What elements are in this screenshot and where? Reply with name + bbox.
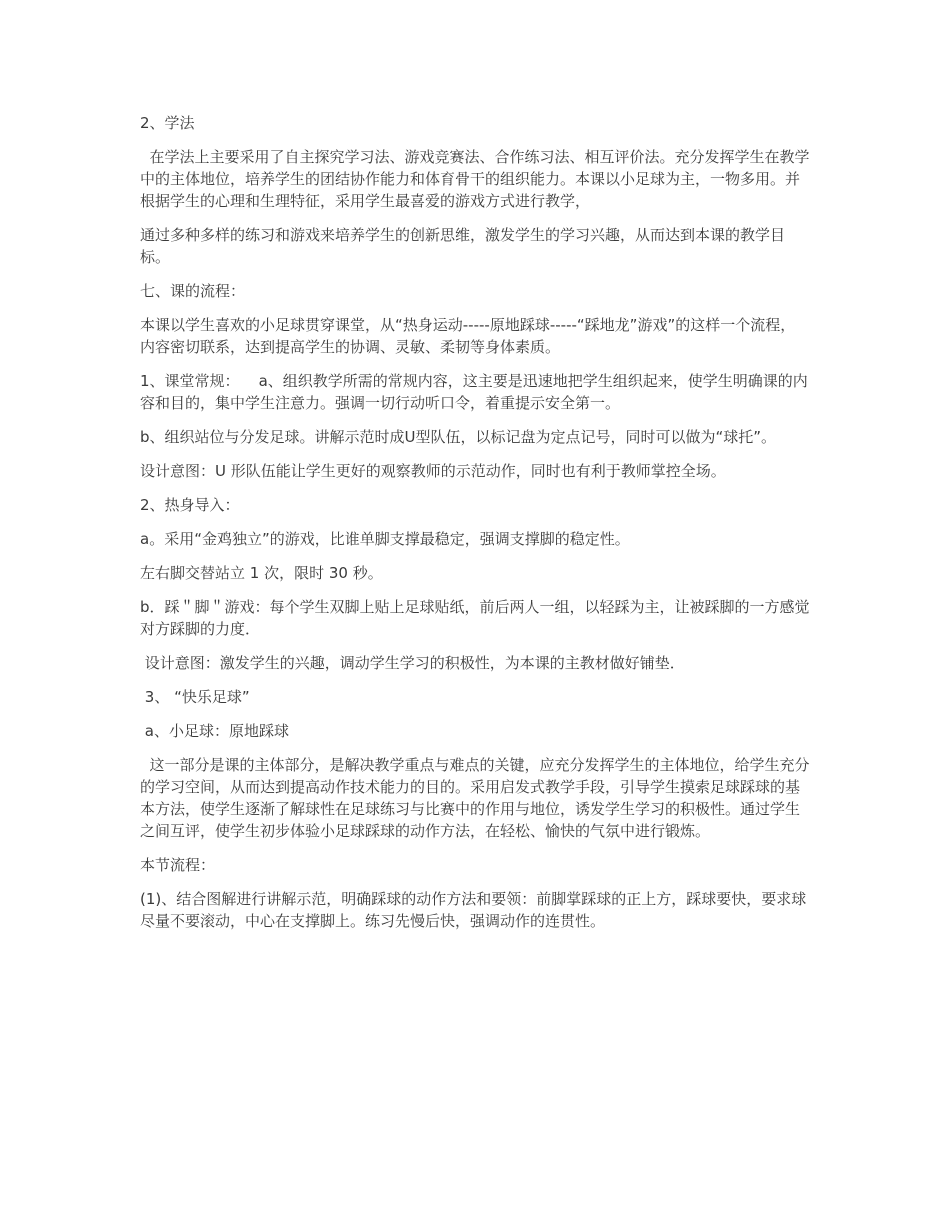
section-heading-happy-football: 3、 “快乐足球” — [140, 688, 250, 706]
paragraph-lesson-flow: 本课以学生喜欢的小足球贯穿课堂，从“热身运动-----原地踩球-----“踩地龙”游戏”的这样一个流程，内容密切联系，达到提高学生的协调、灵敏、柔韧等身体素质。 — [140, 316, 796, 356]
section-heading-study-method: 2、学法 — [140, 114, 195, 132]
section-heading-warmup: 2、热身导入： — [140, 496, 240, 514]
paragraph-main-part: 这一部分是课的主体部分，是解决教学重点与难点的关键，应充分发挥学生的主体地位，给学生充分的学习空间，从而达到提高动作技术能力的目的。采用启发式教学手段，引导学生摸索足球踩球的基本方法，使学生逐渐了解球性在足球练习与比赛中的作用与地位，诱发学生学习的积极性。通过学生之间互评，使学生初步体验小足球踩球的动作方法，在轻松、愉快的气氛中进行锻炼。 — [140, 756, 810, 840]
paragraph-warmup-a: a。采用“金鸡独立”的游戏，比谁单脚支撑最稳定，强调支撑脚的稳定性。 — [140, 530, 630, 548]
paragraph-study-method-continued: 通过多种多样的练习和游戏来培养学生的创新思维，激发学生的学习兴趣，从而达到本课的教学目标。 — [140, 226, 786, 266]
paragraph-class-routine: 1、课堂常规： a、组织教学所需的常规内容，这主要是迅速地把学生组织起来，使学生明确课的内容和目的，集中学生注意力。强调一切行动听口令，着重提示安全第一。 — [140, 372, 808, 412]
paragraph-formation: b、组织站位与分发足球。讲解示范时成U型队伍，以标记盘为定点记号，同时可以做为“球托”。 — [140, 428, 777, 446]
paragraph-design-intent-1: 设计意图：U 形队伍能让学生更好的观察教师的示范动作，同时也有利于教师掌控全场。 — [140, 462, 726, 480]
subheading-small-football: a、小足球：原地踩球 — [140, 722, 289, 740]
paragraph-step-1: (1)、结合图解进行讲解示范，明确踩球的动作方法和要领：前脚掌踩球的正上方，踩球要快，要求球尽量不要滚动，中心在支撑脚上。练习先慢后快，强调动作的连贯性。 — [140, 890, 807, 930]
paragraph-design-intent-2: 设计意图：激发学生的兴趣，调动学生学习的积极性，为本课的主教材做好铺垫． — [140, 654, 685, 672]
paragraph-warmup-b: b．踩＂脚＂游戏：每个学生双脚上贴上足球贴纸，前后两人一组，以轻踩为主，让被踩脚的一方感觉对方踩脚的力度． — [140, 598, 810, 638]
paragraph-study-method: 在学法上主要采用了自主探究学习法、游戏竞赛法、合作练习法、相互评价法。充分发挥学生在教学中的主体地位，培养学生的团结协作能力和体育骨干的组织能力。本课以小足球为主，一物多用。并根据学生的心理和生理特征，采用学生最喜爱的游戏方式进行教学， — [140, 148, 810, 210]
paragraph-warmup-timing: 左右脚交替站立 1 次，限时 30 秒。 — [140, 564, 383, 582]
subheading-section-flow: 本节流程： — [140, 856, 216, 874]
section-heading-lesson-flow: 七、课的流程： — [140, 282, 246, 300]
